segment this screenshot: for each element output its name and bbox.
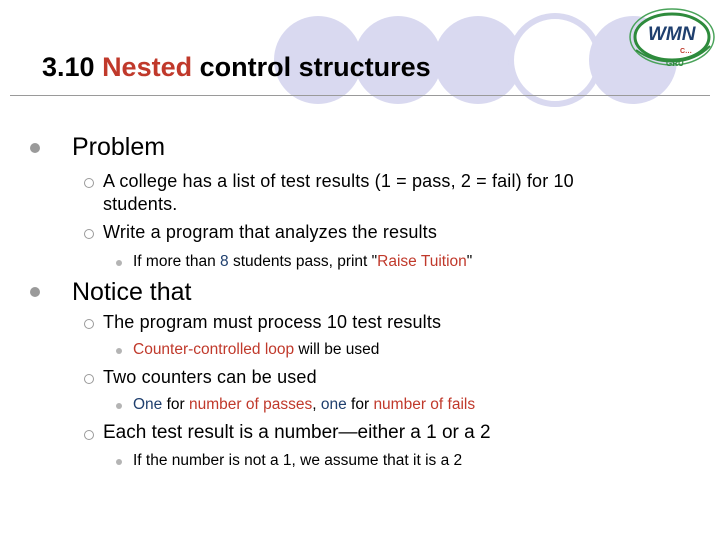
svg-text:C…: C… xyxy=(680,48,693,55)
title-highlight: Nested xyxy=(102,52,193,82)
bullet-icon xyxy=(116,403,122,409)
bullet-icon xyxy=(30,143,40,153)
bullet-problem: Problem xyxy=(72,133,166,161)
bullet-icon xyxy=(116,260,122,266)
bullet-icon xyxy=(84,430,94,440)
bullet-college-line2: students. xyxy=(103,194,178,214)
bullet-one-for: One for number of passes, one for number of fails xyxy=(133,396,476,413)
svg-text:WMN: WMN xyxy=(648,24,696,45)
bullet-raise-tuition: If more than 8 students pass, print "Raise Tuition" xyxy=(133,253,473,270)
bullet-icon xyxy=(84,229,94,239)
wmn-logo xyxy=(628,6,716,72)
bullet-college-line1: A college has a list of test results (1 = pass, 2 = fail) for 10 xyxy=(103,171,574,191)
bullet-icon xyxy=(84,178,94,188)
decor-circle xyxy=(511,16,599,104)
bullet-two-counters: Two counters can be used xyxy=(103,367,317,387)
bullet-icon xyxy=(84,319,94,329)
bullet-icon xyxy=(116,348,122,354)
slide-title: 3.10 Nested control structures xyxy=(42,52,431,82)
bullet-icon xyxy=(116,459,122,465)
bullet-icon xyxy=(30,287,40,297)
bullet-write-program: Write a program that analyzes the results xyxy=(103,222,437,242)
bullet-each-result: Each test result is a number—either a 1 or a 2 xyxy=(103,422,491,443)
title-divider xyxy=(10,95,710,96)
bullet-icon xyxy=(84,374,94,384)
bullet-notice: Notice that xyxy=(72,278,192,306)
bullet-if-not-one: If the number is not a 1, we assume that it is a 2 xyxy=(133,452,463,469)
bullet-counter-loop: Counter-controlled loop will be used xyxy=(133,341,380,358)
bullet-must-process: The program must process 10 test results xyxy=(103,312,442,332)
svg-text:GRU: GRU xyxy=(666,59,684,68)
